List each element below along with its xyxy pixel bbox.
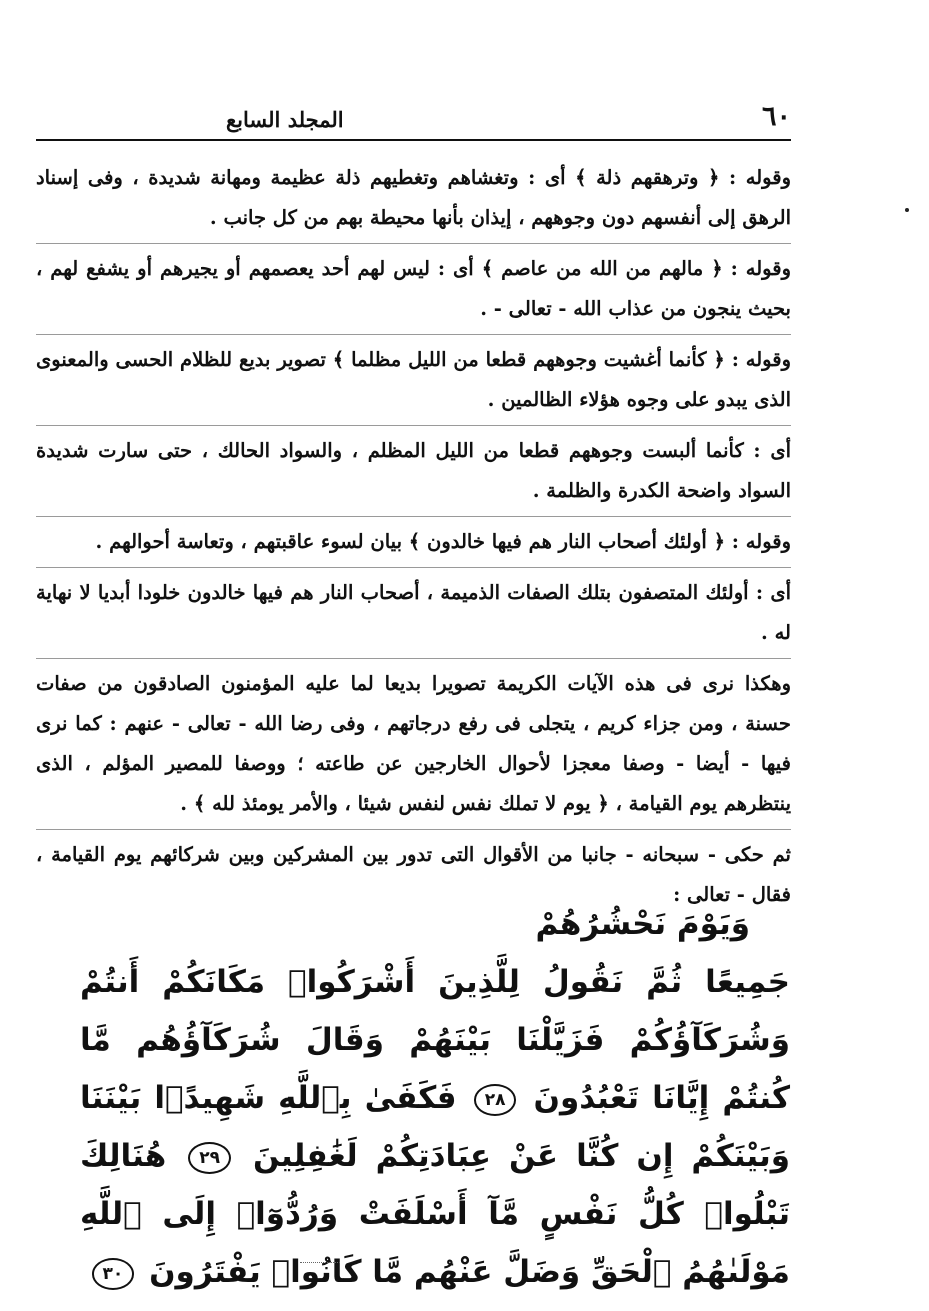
paragraph-divider <box>36 567 791 568</box>
page-header <box>36 92 791 132</box>
paragraph: أى : أولئك المتصفون بتلك الصفات الذميمة ، أصحاب النار هم فيها خالدون خلودا أبديا لا نهاية له . <box>36 581 791 644</box>
quran-text <box>80 895 790 1301</box>
commentary-text <box>36 155 791 918</box>
verse-30: هُنَالِكَ تَبْلُوا۟ كُلُّ نَفْسٍ مَّآ أَسْلَفَتْ وَرُدُّوٓا۟ إِلَى ٱللَّهِ مَوْلَىٰهُمُ ٱلْحَقِّ وَضَلَّ عَنْهُم مَّا كَانُوا۟ يَفْتَرُونَ <box>80 1138 790 1290</box>
paragraph: أى : كأنما ألبست وجوههم قطعا من الليل المظلم ، والسواد الحالك ، حتى سارت شديدة السواد واضحة الكدرة والظلمة . <box>36 439 791 502</box>
page-number: ٦٠ <box>761 101 791 132</box>
quran-verses <box>80 895 790 1301</box>
paragraph-divider <box>36 243 791 244</box>
paragraph: وقوله : ﴿ أولئك أصحاب النار هم فيها خالدون ﴾ بيان لسوء عاقبتهم ، وتعاسة أحوالهم . <box>95 530 791 553</box>
paragraph: ثم حكى - سبحانه - جانبا من الأقوال التى تدور بين المشركين وبين شركائهم يوم القيامة ، فقال - تعالى : <box>36 843 791 906</box>
ayah-number-28: ٢٨ <box>474 1084 517 1116</box>
header-rule <box>36 139 791 141</box>
verse-opening: وَيَوْمَ نَحْشُرُهُمْ <box>535 906 750 942</box>
paragraph: وهكذا نرى فى هذه الآيات الكريمة تصويرا بديعا لما عليه المؤمنون الصادقون من صفات حسنة ، ومن جزاء كريم ، يتجلى فى رفع درجاتهم ، وفى رضا الله - تعالى - عنهم : كما نرى فيها - أيضا - وصفا معجزا لأحوال الخارجين عن طاعته ؛ ووصفا للمصير المؤلم ، الذى ينتظرهم يوم القيامة ، ﴿ يوم لا تملك نفس لنفس شيئا ، والأمر يومئذ لله ﴾ . <box>36 672 791 815</box>
paragraph: وقوله : ﴿ كأنما أغشيت وجوههم قطعا من الليل مظلما ﴾ تصوير بديع للظلام الحسى والمعنوى الذى يبدو على وجوه هؤلاء الظالمين . <box>36 348 791 411</box>
volume-title: المجلد السابع <box>226 107 344 132</box>
verse-29: فَكَفَىٰ بِٱللَّهِ شَهِيدًۢا بَيْنَنَا وَبَيْنَكُمْ إِن كُنَّا عَنْ عِبَادَتِكُمْ لَغَٰفِلِينَ <box>80 1080 790 1174</box>
verse-28: جَمِيعًا ثُمَّ نَقُولُ لِلَّذِينَ أَشْرَكُوا۟ مَكَانَكُمْ أَنتُمْ وَشُرَكَآؤُكُمْ فَزَيَّلْنَا بَيْنَهُمْ وَقَالَ شُرَكَآؤُهُم مَّا كُنتُمْ إِيَّانَا تَعْبُدُونَ <box>80 964 790 1116</box>
ayah-number-29: ٢٩ <box>188 1142 231 1174</box>
paragraph: وقوله : ﴿ مالهم من الله من عاصم ﴾ أى : ليس لهم أحد يعصمهم أو يجيرهم أو يشفع لهم ، بحيث ينجون من عذاب الله - تعالى - . <box>36 257 791 320</box>
ayah-number-30: ٣٠ <box>92 1258 135 1290</box>
margin-dot <box>905 208 909 212</box>
paragraph-divider <box>36 425 791 426</box>
paragraph-divider <box>36 658 791 659</box>
print-smudge <box>300 1262 340 1263</box>
paragraph-divider <box>36 516 791 517</box>
paragraph-divider <box>36 334 791 335</box>
paragraph: وقوله : ﴿ وترهقهم ذلة ﴾ أى : وتغشاهم وتغطيهم ذلة عظيمة ومهانة شديدة ، وفى إسناد الرهق إلى أنفسهم دون وجوههم ، إيذان بأنها محيطة بهم من كل جانب . <box>36 166 791 229</box>
paragraph-divider <box>36 829 791 830</box>
